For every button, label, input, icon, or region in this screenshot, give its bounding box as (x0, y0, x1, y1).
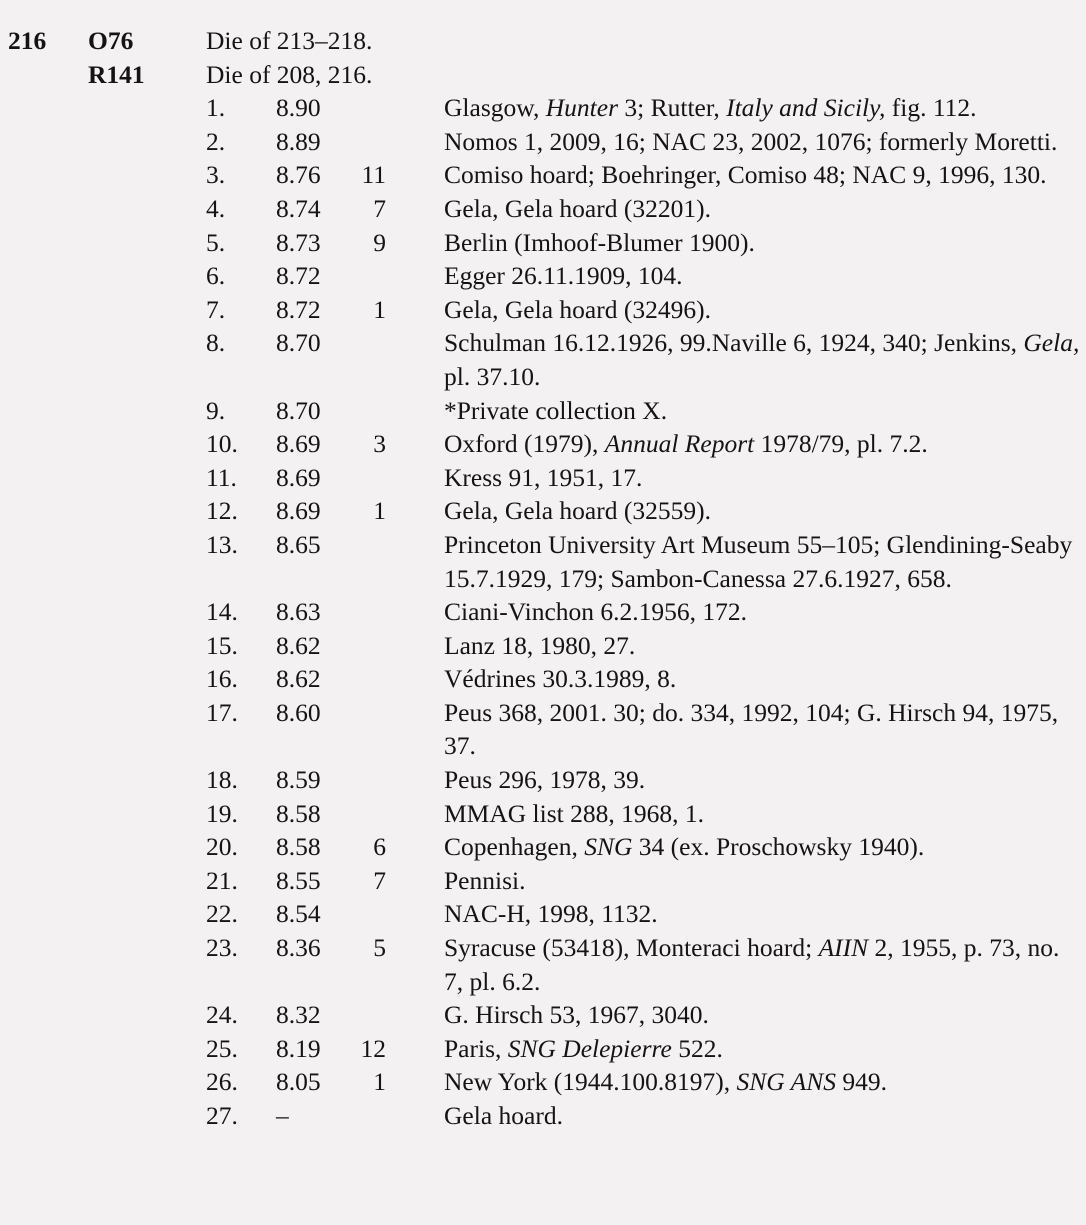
specimen-reference (444, 629, 1084, 663)
obverse-die-row (0, 24, 1086, 58)
specimen-number: 5. (206, 227, 226, 257)
specimen-weight: 8.36 (276, 933, 321, 963)
specimen-row (0, 1065, 1086, 1099)
reference-text: Kress 91, 1951, 17. (444, 462, 643, 492)
reference-text: pl. 37.10. (444, 361, 541, 391)
specimen-weight: 8.76 (276, 160, 321, 190)
specimen-weight: 8.90 (276, 93, 321, 123)
specimen-weight: 8.05 (276, 1067, 321, 1097)
specimen-reference (444, 158, 1084, 192)
reference-text: Ciani-Vinchon 6.2.1956, 172. (444, 597, 748, 627)
reference-text: Peus 368, 2001. 30; do. 334, 1992, 104; G. Hirsch 94, 1975, 37. (444, 697, 1059, 761)
specimen-weight: 8.69 (276, 496, 321, 526)
specimen-weight: 8.89 (276, 126, 321, 156)
specimen-number: 4. (206, 193, 226, 223)
specimen-row (0, 763, 1086, 797)
reference-text: Gela, Gela hoard (32201). (444, 193, 711, 223)
specimen-weight: 8.19 (276, 1033, 321, 1063)
reference-italic-text: SNG ANS (736, 1067, 836, 1097)
specimen-number: 23. (206, 933, 238, 963)
specimen-weight: 8.72 (276, 294, 321, 324)
specimen-weight: 8.70 (276, 395, 321, 425)
specimen-reference (444, 864, 1084, 898)
reference-italic-text: Gela, (1023, 328, 1080, 358)
reference-text: MMAG list 288, 1968, 1. (444, 798, 704, 828)
specimen-row (0, 427, 1086, 461)
specimen-die-axis: 7 (373, 865, 386, 895)
specimen-number: 19. (206, 798, 238, 828)
reference-text: Copenhagen, (444, 832, 585, 862)
specimen-number: 27. (206, 1101, 238, 1130)
specimen-row (0, 259, 1086, 293)
specimen-row (0, 864, 1086, 898)
reference-text: Glasgow, (444, 93, 546, 123)
specimen-number: 11. (206, 462, 237, 492)
specimen-die-axis: 1 (373, 294, 386, 324)
reverse-die-row (0, 58, 1086, 92)
specimen-number: 10. (206, 429, 238, 459)
reference-text: Gela, Gela hoard (32496). (444, 294, 711, 324)
reference-text: 2, 1955, p. 73, no. 7, pl. 6.2. (444, 933, 1060, 996)
specimen-row (0, 595, 1086, 629)
specimen-row (0, 394, 1086, 428)
reference-text: G. Hirsch 53, 1967, 3040. (444, 1000, 709, 1030)
specimen-row (0, 125, 1086, 159)
specimen-number: 17. (206, 697, 238, 727)
reference-text: Syracuse (53418), Monteraci hoard; (444, 933, 819, 963)
specimen-reference (444, 797, 1084, 831)
specimen-weight: 8.59 (276, 765, 321, 795)
specimen-weight: 8.70 (276, 328, 321, 358)
reference-text: Comiso hoard; Boehringer, Comiso 48; NAC 9, 1996, 130. (444, 160, 1047, 190)
specimen-number: 22. (206, 899, 238, 929)
specimen-reference (444, 1099, 1084, 1133)
specimen-die-axis: 7 (373, 193, 386, 223)
specimen-reference (444, 326, 1084, 393)
reference-text: Paris, (444, 1033, 508, 1063)
specimen-weight: 8.58 (276, 798, 321, 828)
specimen-reference (444, 192, 1084, 226)
reference-italic-text: AIIN (818, 933, 869, 963)
specimen-reference (444, 931, 1084, 998)
specimen-reference (444, 125, 1084, 159)
specimen-row (0, 91, 1086, 125)
reference-italic-text: SNG Delepierre (507, 1033, 672, 1063)
specimen-row (0, 662, 1086, 696)
specimen-row (0, 897, 1086, 931)
reference-text: fig. 112. (885, 93, 977, 123)
specimen-number: 9. (206, 395, 226, 425)
specimen-reference (444, 595, 1084, 629)
reference-text: NAC-H, 1998, 1132. (444, 899, 658, 929)
specimen-row (0, 830, 1086, 864)
catalogue-entry (0, 24, 1086, 1133)
specimen-reference (444, 461, 1084, 495)
obverse-die-description: Die of 213–218. (206, 26, 373, 55)
specimen-reference (444, 696, 1084, 763)
reference-text: 949. (835, 1067, 887, 1097)
specimen-row (0, 528, 1086, 595)
reference-text: 3; Rutter, (618, 93, 727, 123)
specimen-row (0, 696, 1086, 763)
reference-text: Lanz 18, 1980, 27. (444, 630, 636, 660)
specimen-number: 15. (206, 630, 238, 660)
specimen-row (0, 931, 1086, 998)
specimen-number: 8. (206, 328, 226, 358)
specimen-row (0, 998, 1086, 1032)
specimen-die-axis: 6 (373, 832, 386, 862)
specimen-list (0, 91, 1086, 1132)
specimen-reference (444, 394, 1084, 428)
specimen-reference (444, 830, 1084, 864)
specimen-number: 16. (206, 664, 238, 694)
specimen-die-axis: 1 (373, 496, 386, 526)
obverse-die-code: O76 (88, 26, 134, 55)
specimen-reference (444, 763, 1084, 797)
specimen-reference (444, 662, 1084, 696)
specimen-row (0, 158, 1086, 192)
specimen-weight: 8.69 (276, 462, 321, 492)
specimen-row (0, 629, 1086, 663)
specimen-die-axis: 3 (373, 429, 386, 459)
reference-italic-text: Hunter (545, 93, 619, 123)
reference-text: Egger 26.11.1909, 104. (444, 261, 683, 291)
specimen-weight: – (276, 1101, 289, 1130)
specimen-reference (444, 897, 1084, 931)
specimen-row (0, 461, 1086, 495)
specimen-weight: 8.32 (276, 1000, 321, 1030)
specimen-weight: 8.74 (276, 193, 321, 223)
specimen-row (0, 1032, 1086, 1066)
reference-text: Pennisi. (444, 865, 526, 895)
specimen-weight: 8.65 (276, 529, 321, 559)
entry-number: 216 (8, 26, 47, 55)
specimen-row (0, 226, 1086, 260)
reference-text: *Private collection X. (444, 395, 668, 425)
specimen-weight: 8.55 (276, 865, 321, 895)
specimen-number: 26. (206, 1067, 238, 1097)
reference-text: Princeton University Art Museum 55–105; Glendining-Seaby 15.7.1929, 179; Sambon-Canessa 27.6.1927, 658. (444, 529, 1073, 593)
specimen-number: 12. (206, 496, 238, 526)
reference-text: Védrines 30.3.1989, 8. (444, 664, 677, 694)
specimen-die-axis: 12 (360, 1033, 386, 1063)
specimen-die-axis: 11 (361, 160, 386, 190)
specimen-number: 14. (206, 597, 238, 627)
reference-text: Gela hoard. (444, 1101, 563, 1130)
specimen-number: 21. (206, 865, 238, 895)
specimen-reference (444, 1032, 1084, 1066)
reference-text: 522. (671, 1033, 723, 1063)
specimen-die-axis: 5 (373, 933, 386, 963)
specimen-reference (444, 494, 1084, 528)
reference-text: Oxford (1979), (444, 429, 605, 459)
reverse-die-code: R141 (88, 59, 145, 89)
specimen-weight: 8.63 (276, 597, 321, 627)
specimen-number: 25. (206, 1033, 238, 1063)
specimen-number: 24. (206, 1000, 238, 1030)
reference-italic-text: SNG (584, 832, 633, 862)
specimen-row (0, 293, 1086, 327)
reference-text: Peus 296, 1978, 39. (444, 765, 646, 795)
specimen-row (0, 797, 1086, 831)
specimen-weight: 8.62 (276, 630, 321, 660)
specimen-weight: 8.73 (276, 227, 321, 257)
specimen-weight: 8.69 (276, 429, 321, 459)
reference-text: 1978/79, pl. 7.2. (754, 429, 928, 459)
specimen-number: 2. (206, 126, 226, 156)
specimen-reference (444, 293, 1084, 327)
specimen-number: 1. (206, 93, 226, 123)
specimen-reference (444, 427, 1084, 461)
specimen-die-axis: 1 (373, 1067, 386, 1097)
specimen-row (0, 1099, 1086, 1133)
specimen-weight: 8.60 (276, 697, 321, 727)
specimen-reference (444, 1065, 1084, 1099)
specimen-number: 18. (206, 765, 238, 795)
specimen-weight: 8.58 (276, 832, 321, 862)
specimen-die-axis: 9 (373, 227, 386, 257)
specimen-reference (444, 226, 1084, 260)
specimen-number: 20. (206, 832, 238, 862)
reference-text: Berlin (Imhoof-Blumer 1900). (444, 227, 755, 257)
specimen-row (0, 494, 1086, 528)
reverse-die-description: Die of 208, 216. (206, 59, 373, 89)
reference-italic-text: Annual Report (604, 429, 755, 459)
specimen-row (0, 326, 1086, 393)
specimen-weight: 8.62 (276, 664, 321, 694)
specimen-number: 13. (206, 529, 238, 559)
specimen-number: 7. (206, 294, 226, 324)
specimen-weight: 8.72 (276, 261, 321, 291)
reference-text: New York (1944.100.8197), (444, 1067, 737, 1097)
reference-text: Gela, Gela hoard (32559). (444, 496, 711, 526)
specimen-number: 6. (206, 261, 226, 291)
specimen-reference (444, 91, 1084, 125)
specimen-number: 3. (206, 160, 226, 190)
specimen-reference (444, 998, 1084, 1032)
reference-text: Nomos 1, 2009, 16; NAC 23, 2002, 1076; formerly Moretti. (444, 126, 1058, 156)
specimen-reference (444, 259, 1084, 293)
reference-text: 34 (ex. Proschowsky 1940). (632, 832, 925, 862)
reference-text: Schulman 16.12.1926, 99.Naville 6, 1924, 340; Jenkins, (444, 328, 1024, 358)
specimen-weight: 8.54 (276, 899, 321, 929)
specimen-row (0, 192, 1086, 226)
specimen-reference (444, 528, 1084, 595)
reference-italic-text: Italy and Sicily, (726, 93, 886, 123)
